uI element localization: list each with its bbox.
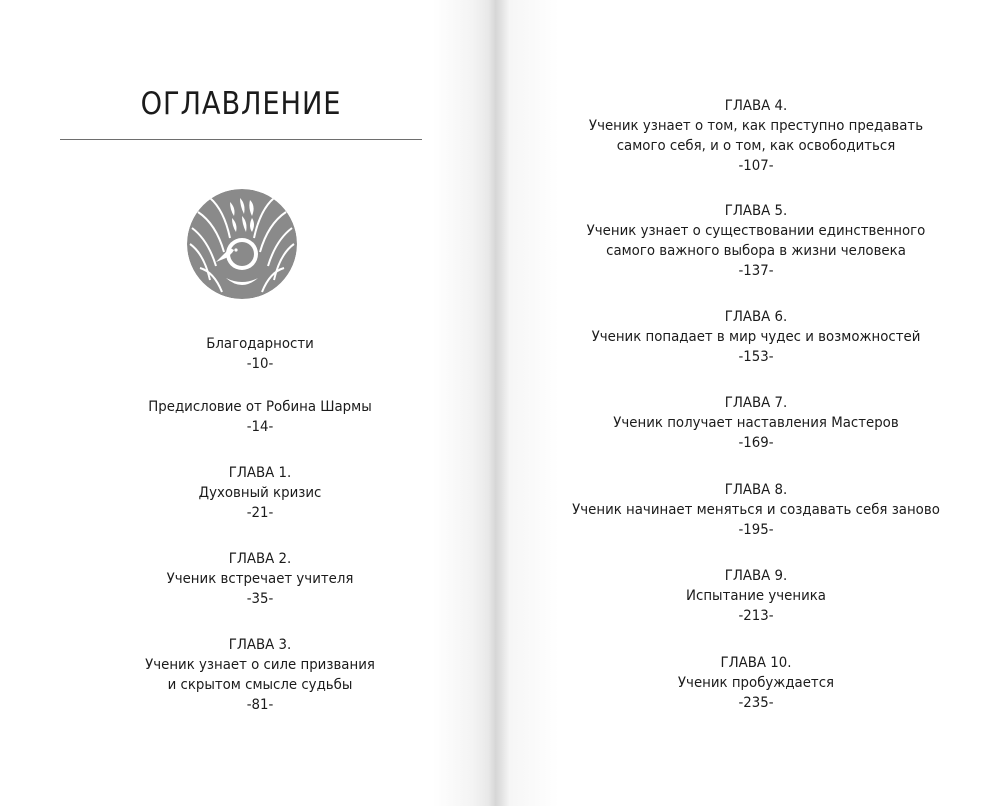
chapter-label: ГЛАВА 2. — [228, 551, 292, 567]
toc-entry-chapter-10[interactable] — [572, 653, 940, 713]
chapter-label: ГЛАВА 5. — [724, 203, 788, 219]
title-divider — [60, 139, 422, 140]
entry-page-number: -81- — [246, 697, 274, 713]
toc-entry-foreword[interactable] — [85, 397, 435, 437]
chapter-label: ГЛАВА 8. — [724, 482, 788, 498]
toc-entry-chapter-5[interactable] — [572, 201, 940, 281]
entry-page-number: -169- — [738, 435, 774, 451]
chapter-title: Ученик начинает меняться и создавать себя заново — [572, 502, 940, 518]
entry-page-number: -195- — [738, 522, 774, 538]
crane-in-circle-emblem-icon — [186, 188, 298, 300]
entry-page-number: -153- — [738, 349, 774, 365]
toc-entry-chapter-9[interactable] — [572, 566, 940, 626]
toc-entry-chapter-7[interactable] — [572, 393, 940, 453]
toc-entry-chapter-3[interactable] — [85, 635, 435, 715]
toc-title: ОГЛАВЛЕНИЕ — [140, 86, 342, 122]
chapter-title-line-2: самого важного выбора в жизни человека — [606, 243, 906, 259]
chapter-title-line-2: и скрытом смысле судьбы — [167, 677, 353, 693]
chapter-title: Ученик получает наставления Мастеров — [613, 415, 899, 431]
toc-entry-chapter-8[interactable] — [572, 480, 940, 540]
chapter-title: Ученик узнает о том, как преступно предавать — [588, 118, 924, 134]
chapter-label: ГЛАВА 10. — [720, 655, 792, 671]
entry-page-number: -21- — [246, 505, 274, 521]
chapter-title: Ученик попадает в мир чудес и возможностей — [591, 329, 921, 345]
book-gutter — [488, 0, 510, 806]
entry-page-number: -213- — [738, 608, 774, 624]
chapter-label: ГЛАВА 7. — [724, 395, 788, 411]
entry-page-number: -35- — [246, 591, 274, 607]
toc-entry-chapter-2[interactable] — [85, 549, 435, 609]
chapter-label: ГЛАВА 6. — [724, 309, 788, 325]
toc-entry-chapter-1[interactable] — [85, 463, 435, 523]
chapter-title-line-2: самого себя, и о том, как освободиться — [616, 138, 896, 154]
chapter-label: ГЛАВА 4. — [724, 98, 788, 114]
entry-page-number: -137- — [738, 263, 774, 279]
entry-heading: Предисловие от Робина Шармы — [148, 399, 372, 415]
chapter-title: Ученик узнает о силе призвания — [145, 657, 375, 673]
chapter-title: Духовный кризис — [198, 485, 322, 501]
chapter-title: Ученик встречает учителя — [166, 571, 354, 587]
entry-page-number: -14- — [246, 419, 274, 435]
chapter-label: ГЛАВА 3. — [228, 637, 292, 653]
toc-entry-chapter-6[interactable] — [572, 307, 940, 367]
toc-entry-acknowledgements[interactable] — [85, 334, 435, 374]
chapter-title: Испытание ученика — [686, 588, 826, 604]
chapter-label: ГЛАВА 1. — [228, 465, 292, 481]
entry-page-number: -107- — [738, 158, 774, 174]
entry-page-number: -10- — [246, 356, 274, 372]
entry-heading: Благодарности — [206, 336, 314, 352]
toc-entry-chapter-4[interactable] — [572, 96, 940, 176]
chapter-title: Ученик пробуждается — [677, 675, 835, 691]
chapter-title: Ученик узнает о существовании единственного — [586, 223, 926, 239]
entry-page-number: -235- — [738, 695, 774, 711]
chapter-label: ГЛАВА 9. — [724, 568, 788, 584]
